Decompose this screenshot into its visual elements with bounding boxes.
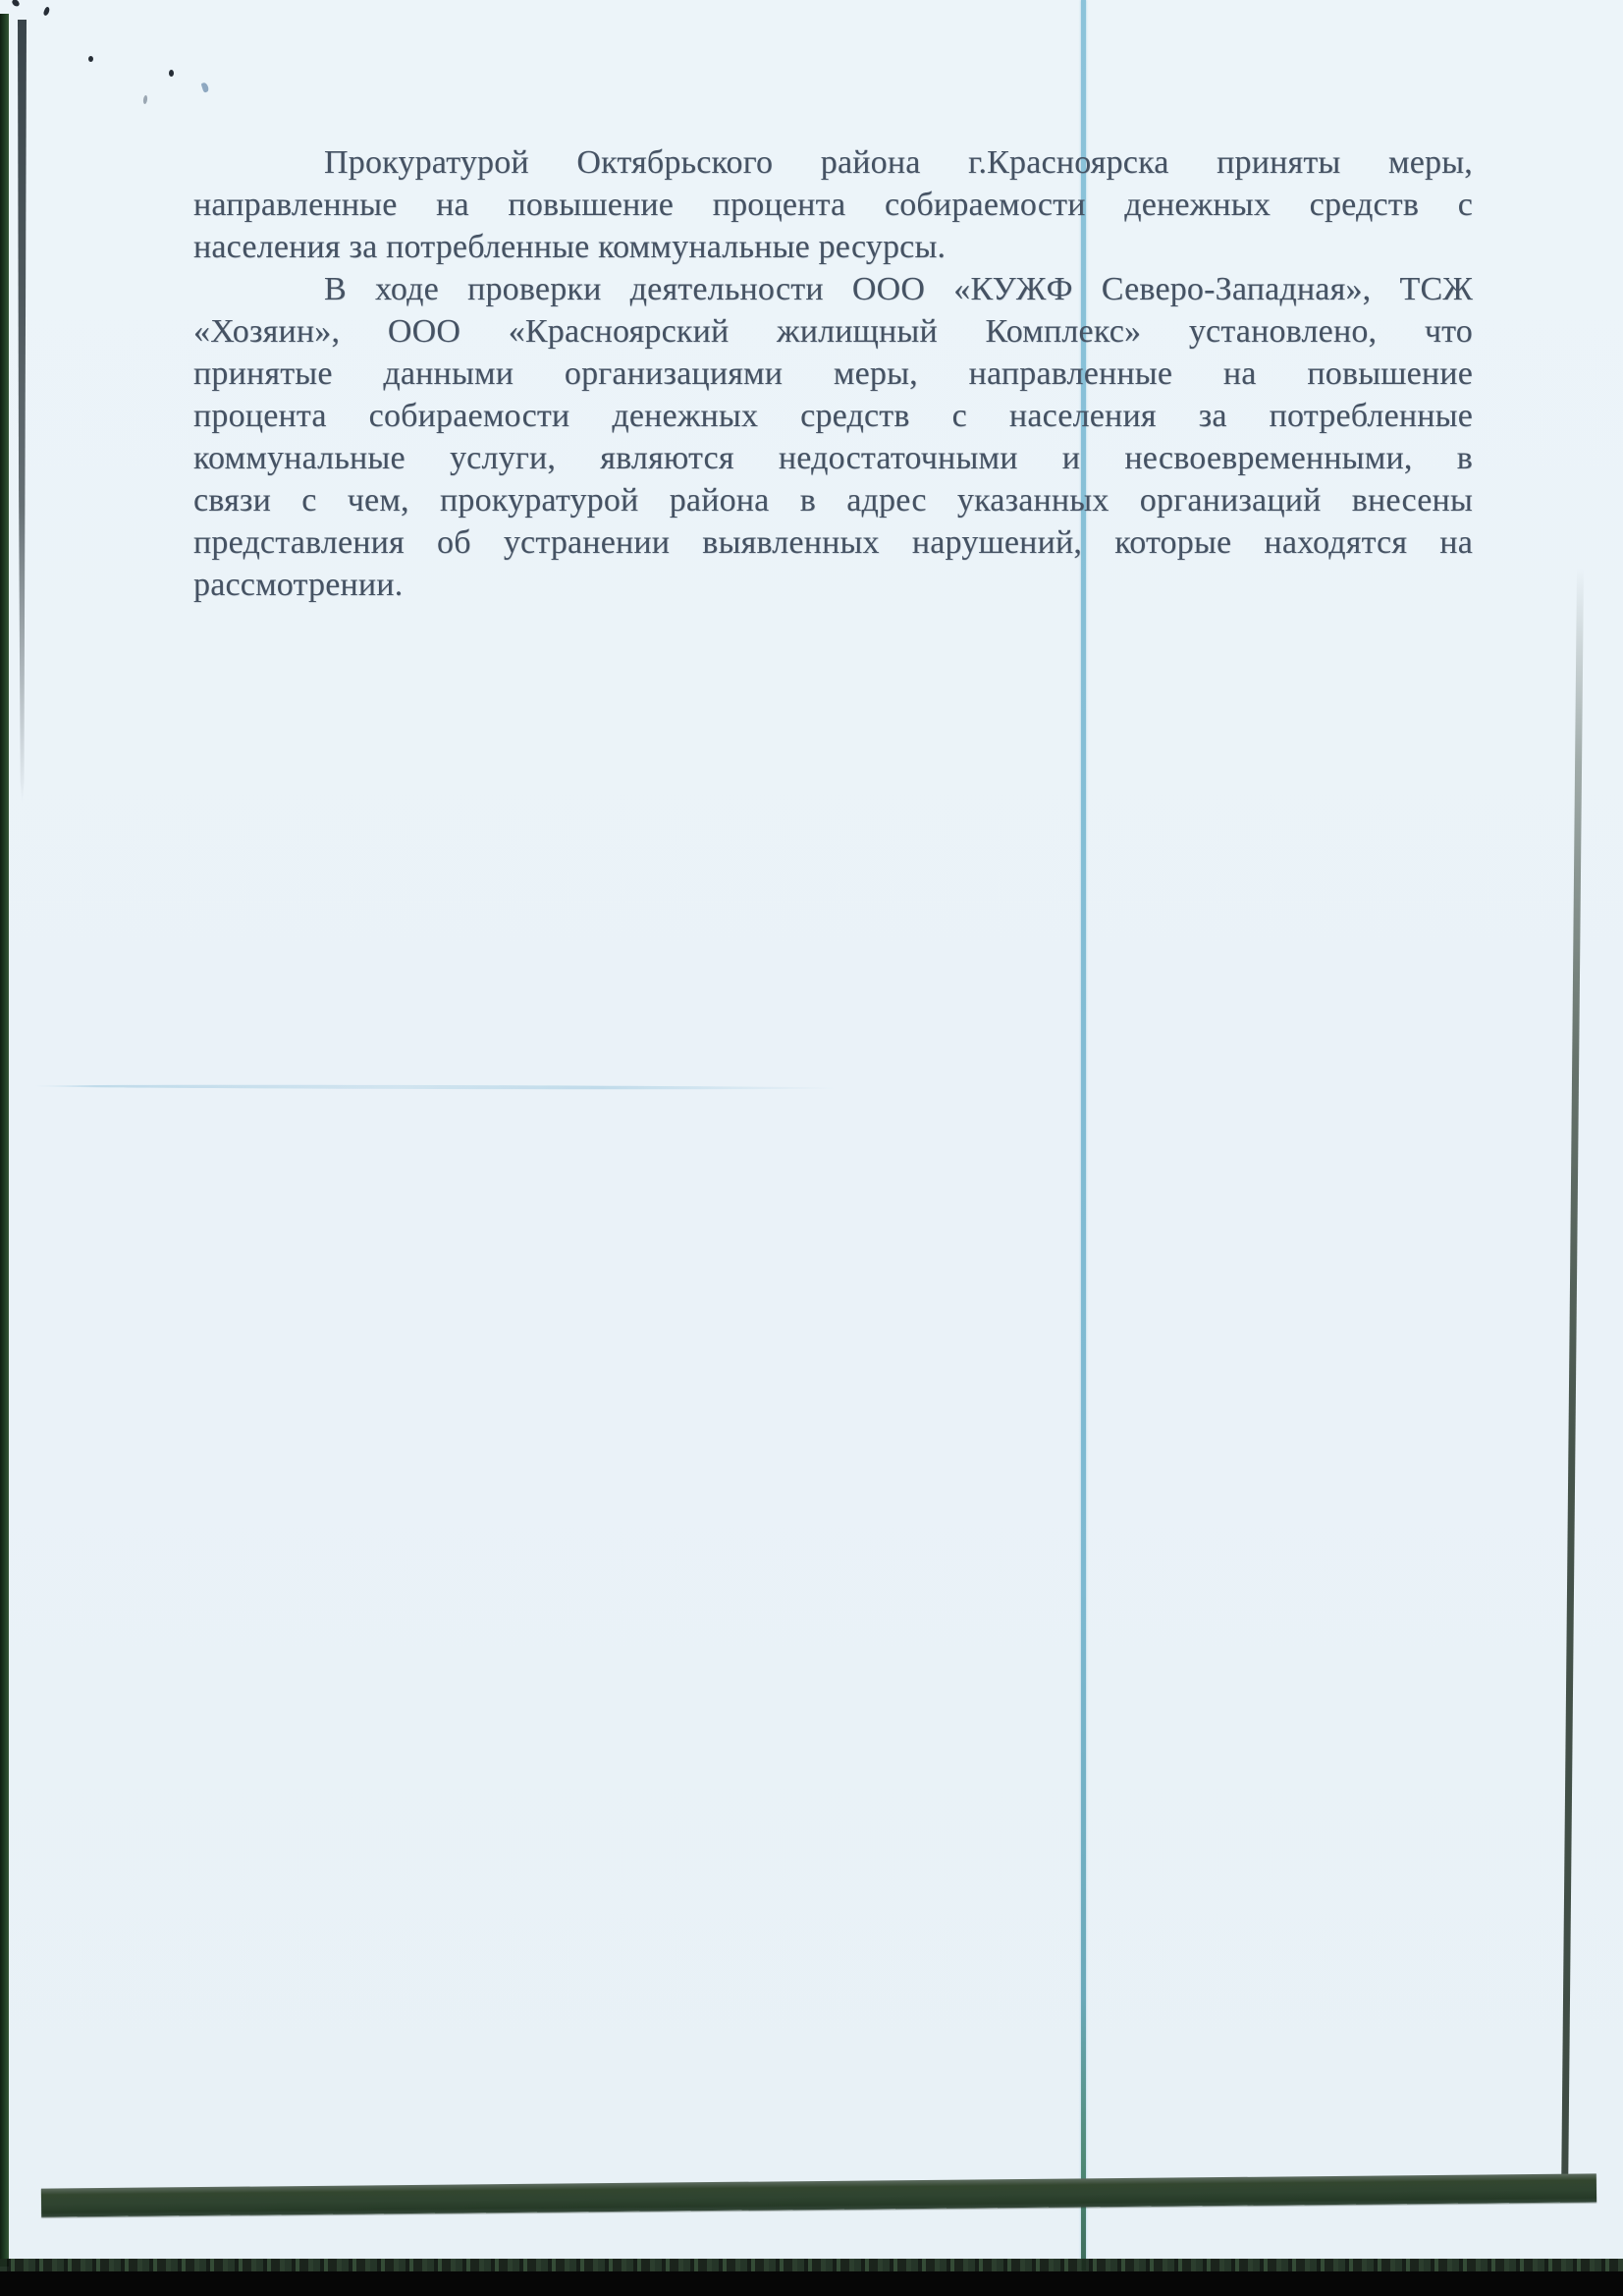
text-line: представления об устранении выявленных нарушений, которые находятся на (193, 524, 1473, 561)
text-line: связи с чем, прокуратурой района в адрес указанных организаций внесены (193, 482, 1473, 519)
page-edge-line-right (1561, 568, 1584, 2183)
ink-speck (42, 6, 50, 16)
scanner-edge-strip-left (0, 14, 9, 2267)
ink-speck (169, 70, 174, 77)
text-line: коммунальные услуги, являются недостаточными и несвоевременными, в (193, 440, 1473, 476)
text-line: населения за потребленные коммунальные ресурсы. (193, 229, 947, 265)
text-line: В ходе проверки деятельности ООО «КУЖФ Северо-Западная», ТСЖ (324, 271, 1473, 307)
text-line: принятые данными организациями меры, направленные на повышение (193, 355, 1473, 392)
ink-speck (11, 0, 21, 8)
page-edge-bar-bottom (41, 2173, 1596, 2216)
ink-speck (201, 82, 210, 92)
ink-speck (142, 95, 147, 104)
scan-artifact-bar-left (18, 20, 27, 805)
text-line: направленные на повышение процента собираемости денежных средств с (193, 187, 1473, 223)
document-text-block (193, 141, 1473, 606)
text-line: «Хозяин», ООО «Красноярский жилищный Комплекс» установлено, что (193, 313, 1473, 350)
scanner-bed-strip-bottom (0, 2271, 1623, 2296)
text-line: Прокуратурой Октябрьского района г.Красноярска приняты меры, (324, 144, 1473, 181)
fold-crease (31, 1084, 844, 1090)
text-line: процента собираемости денежных средств с населения за потребленные (193, 398, 1473, 434)
ink-speck (88, 56, 93, 62)
text-line: рассмотрении. (193, 567, 404, 603)
